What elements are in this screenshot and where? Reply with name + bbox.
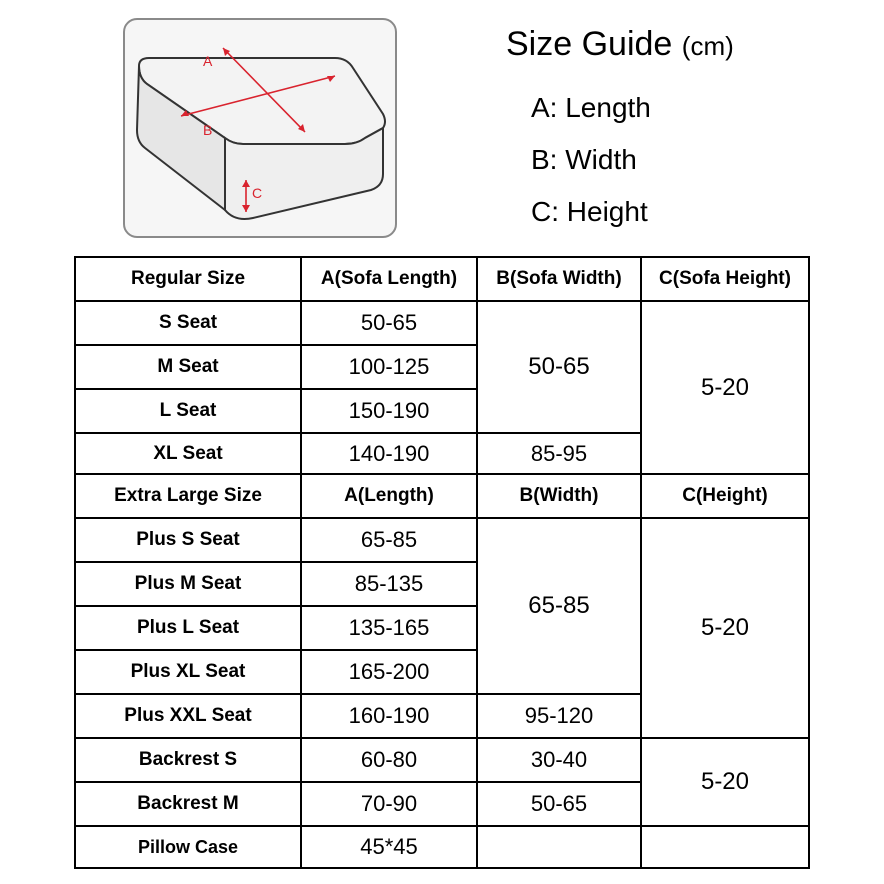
row-label: L Seat <box>75 389 301 433</box>
height-merged-cell: 5-20 <box>641 518 809 738</box>
length-cell: 70-90 <box>301 782 477 826</box>
height-merged-cell: 5-20 <box>641 738 809 826</box>
height-merged-cell: 5-20 <box>641 301 809 474</box>
length-cell: 100-125 <box>301 345 477 389</box>
extra-large-size-header: Extra Large Size <box>75 474 301 518</box>
width-merged-cell: 50-65 <box>477 301 641 433</box>
height-header: C(Height) <box>641 474 809 518</box>
sofa-length-header: A(Sofa Length) <box>301 257 477 301</box>
empty-cell <box>477 826 641 868</box>
sofa-height-header: C(Sofa Height) <box>641 257 809 301</box>
length-cell: 45*45 <box>301 826 477 868</box>
length-cell: 85-135 <box>301 562 477 606</box>
length-cell: 65-85 <box>301 518 477 562</box>
size-guide-title <box>506 24 734 66</box>
legend-height: C: Height <box>531 196 648 227</box>
table-row <box>75 518 809 562</box>
length-cell: 140-190 <box>301 433 477 474</box>
table-row <box>75 301 809 345</box>
length-header: A(Length) <box>301 474 477 518</box>
regular-header-row <box>75 257 809 301</box>
row-label: Plus XL Seat <box>75 650 301 694</box>
width-cell: 50-65 <box>477 782 641 826</box>
size-guide-unit: (cm) <box>681 31 734 61</box>
size-table <box>74 256 810 869</box>
legend-width: B: Width <box>531 144 637 175</box>
row-label: Plus M Seat <box>75 562 301 606</box>
row-label: XL Seat <box>75 433 301 474</box>
row-label: Plus XXL Seat <box>75 694 301 738</box>
cushion-diagram <box>125 20 399 240</box>
extra-header-row <box>75 474 809 518</box>
regular-size-header: Regular Size <box>75 257 301 301</box>
row-label: Backrest S <box>75 738 301 782</box>
width-header: B(Width) <box>477 474 641 518</box>
width-merged-cell: 65-85 <box>477 518 641 694</box>
cushion-illustration <box>123 18 397 238</box>
table-row <box>75 738 809 782</box>
label-c: C <box>252 185 263 201</box>
length-cell: 50-65 <box>301 301 477 345</box>
row-label: Pillow Case <box>75 826 301 868</box>
row-label: S Seat <box>75 301 301 345</box>
size-guide-title-text: Size Guide <box>506 25 673 63</box>
empty-cell <box>641 826 809 868</box>
width-cell: 85-95 <box>477 433 641 474</box>
length-cell: 60-80 <box>301 738 477 782</box>
width-cell: 30-40 <box>477 738 641 782</box>
label-b: B <box>203 122 213 138</box>
length-cell: 160-190 <box>301 694 477 738</box>
width-cell: 95-120 <box>477 694 641 738</box>
row-label: Plus S Seat <box>75 518 301 562</box>
row-label: Backrest M <box>75 782 301 826</box>
label-a: A <box>203 53 213 69</box>
table-row <box>75 826 809 868</box>
length-cell: 150-190 <box>301 389 477 433</box>
row-label: Plus L Seat <box>75 606 301 650</box>
length-cell: 135-165 <box>301 606 477 650</box>
sofa-width-header: B(Sofa Width) <box>477 257 641 301</box>
legend-length: A: Length <box>531 92 651 123</box>
length-cell: 165-200 <box>301 650 477 694</box>
row-label: M Seat <box>75 345 301 389</box>
